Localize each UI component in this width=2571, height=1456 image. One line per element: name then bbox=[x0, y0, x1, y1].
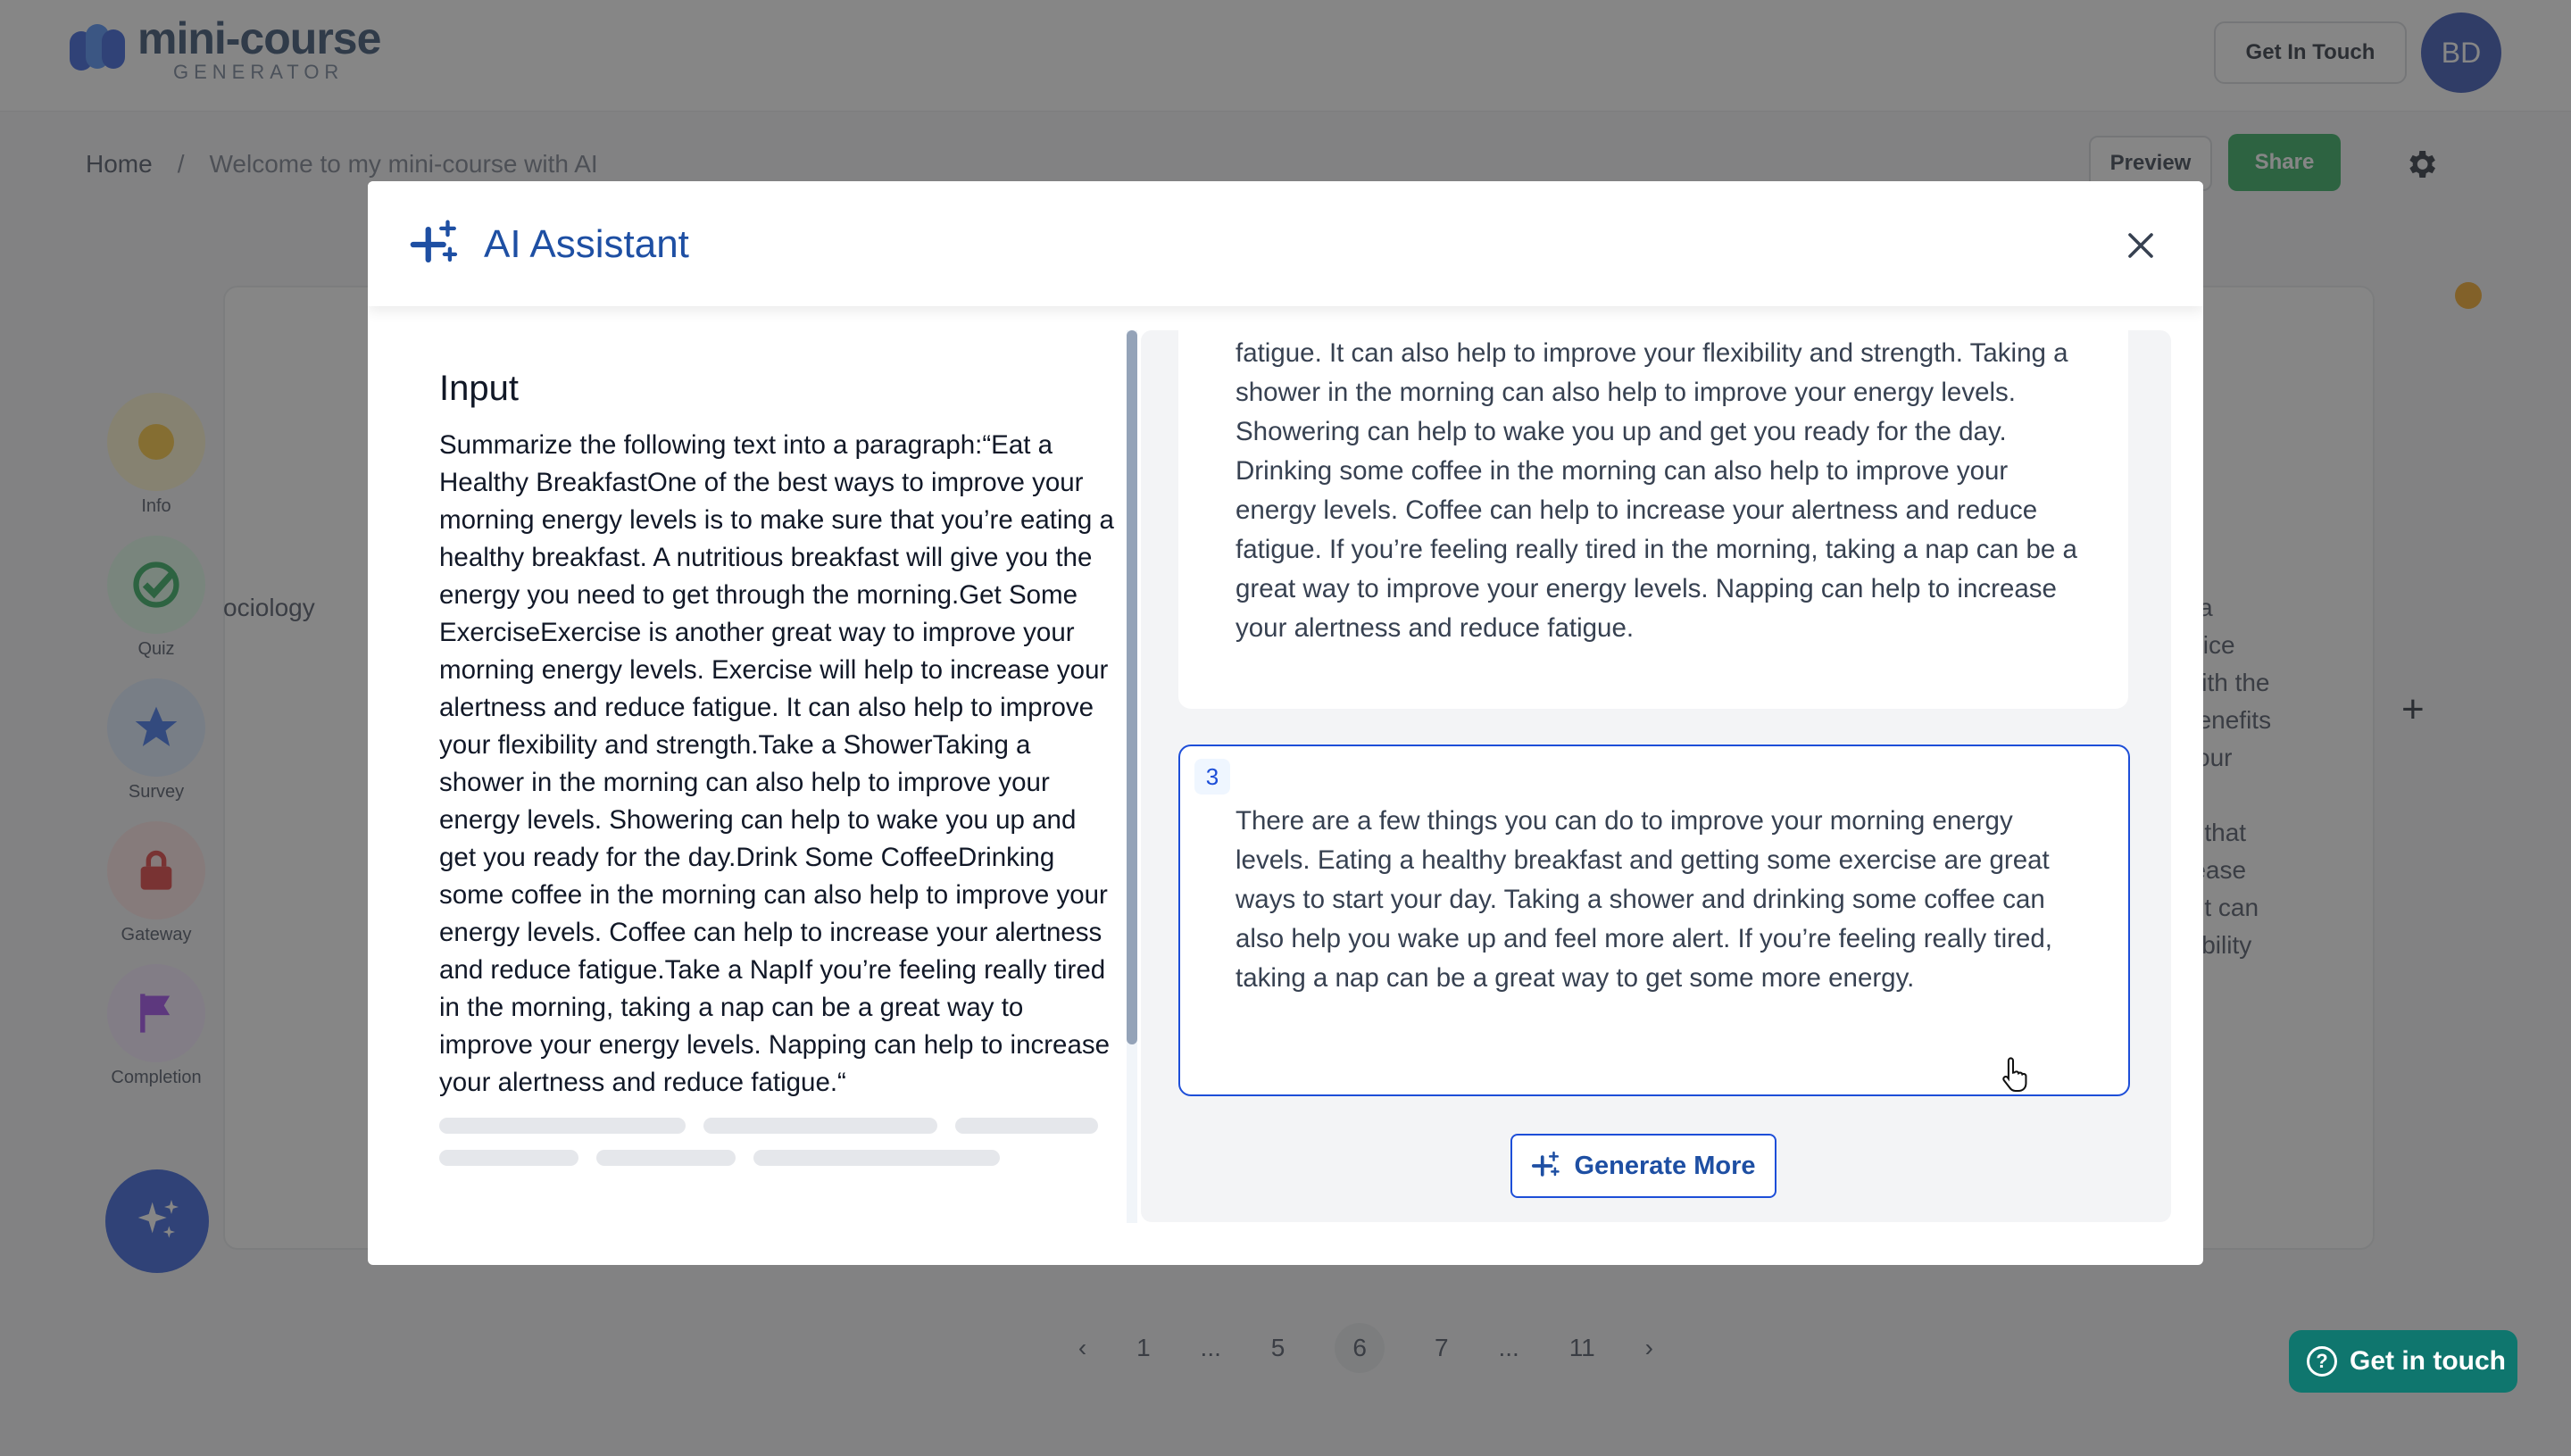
hand-cursor-icon bbox=[1998, 1057, 2028, 1099]
result-text: There are a few things you can do to improve your morning energy levels. Eating a healthy breakfast and getting some exercise are great ways to start your day. Taking a shower and drinking some coffee can also help you wake up and feel more alert. If you’re feeling really tired, taking a nap can be a great way to get some more energy. bbox=[1236, 806, 2053, 993]
input-prompt-text: Summarize the following text into a paragraph:“Eat a Healthy BreakfastOne of the best ways to improve your morning energy levels is to make sure that you’re eating a healthy breakfast. A nutritious breakfast will give you the energy you need to get through the morning.Get Some ExerciseExercise is another great way to improve your morning energy levels. Exercise will help to increase your alertness and reduce fatigue. It can also help to improve your flexibility and strength.Take a ShowerTaking a shower in the morning can also help to improve your energy levels. Showering can help to wake you up and get you ready for the day.Drink Some CoffeeDrinking some coffee in the morning can also help to improve your energy levels. Coffee can help to increase your alertness and reduce fatigue.Take a NapIf you’re feeling really tired in the morning, taking a nap can be a great way to improve your energy levels. Napping can help to increase your alertness and reduce fatigue.“ bbox=[439, 430, 1114, 1097]
input-scrollbar[interactable] bbox=[1127, 330, 1137, 1223]
ai-assistant-modal bbox=[368, 181, 2203, 1265]
generate-more-button[interactable] bbox=[1510, 1134, 1776, 1198]
result-card[interactable] bbox=[1178, 330, 2128, 709]
get-in-touch-help-button[interactable] bbox=[2289, 1330, 2517, 1393]
help-button-label: Get in touch bbox=[2350, 1346, 2506, 1376]
input-panel bbox=[439, 360, 1118, 1166]
input-heading: Input bbox=[439, 369, 519, 408]
sparkle-icon bbox=[409, 219, 461, 270]
question-icon: ? bbox=[2307, 1346, 2337, 1377]
loading-skeleton bbox=[439, 1118, 1118, 1166]
close-icon[interactable] bbox=[2119, 224, 2162, 267]
generate-more-label: Generate More bbox=[1574, 1151, 1756, 1180]
result-card-selected[interactable] bbox=[1178, 745, 2130, 1096]
modal-title: AI Assistant bbox=[484, 222, 689, 266]
result-number-badge: 3 bbox=[1194, 759, 1230, 795]
modal-header bbox=[368, 181, 2203, 306]
result-text: fatigue. It can also help to improve your flexibility and strength. Taking a shower in the morning can also help to improve your energy levels. Showering can help to wake you up and get you ready for the day. Drinking some coffee in the morning can also help to improve your energy levels. Coffee can help to increase your alertness and reduce fatigue. If you’re feeling really tired in the morning, taking a nap can be a great way to improve your energy levels. Napping can help to increase your alertness and reduce fatigue. bbox=[1236, 338, 2077, 643]
sparkle-icon bbox=[1531, 1151, 1561, 1181]
